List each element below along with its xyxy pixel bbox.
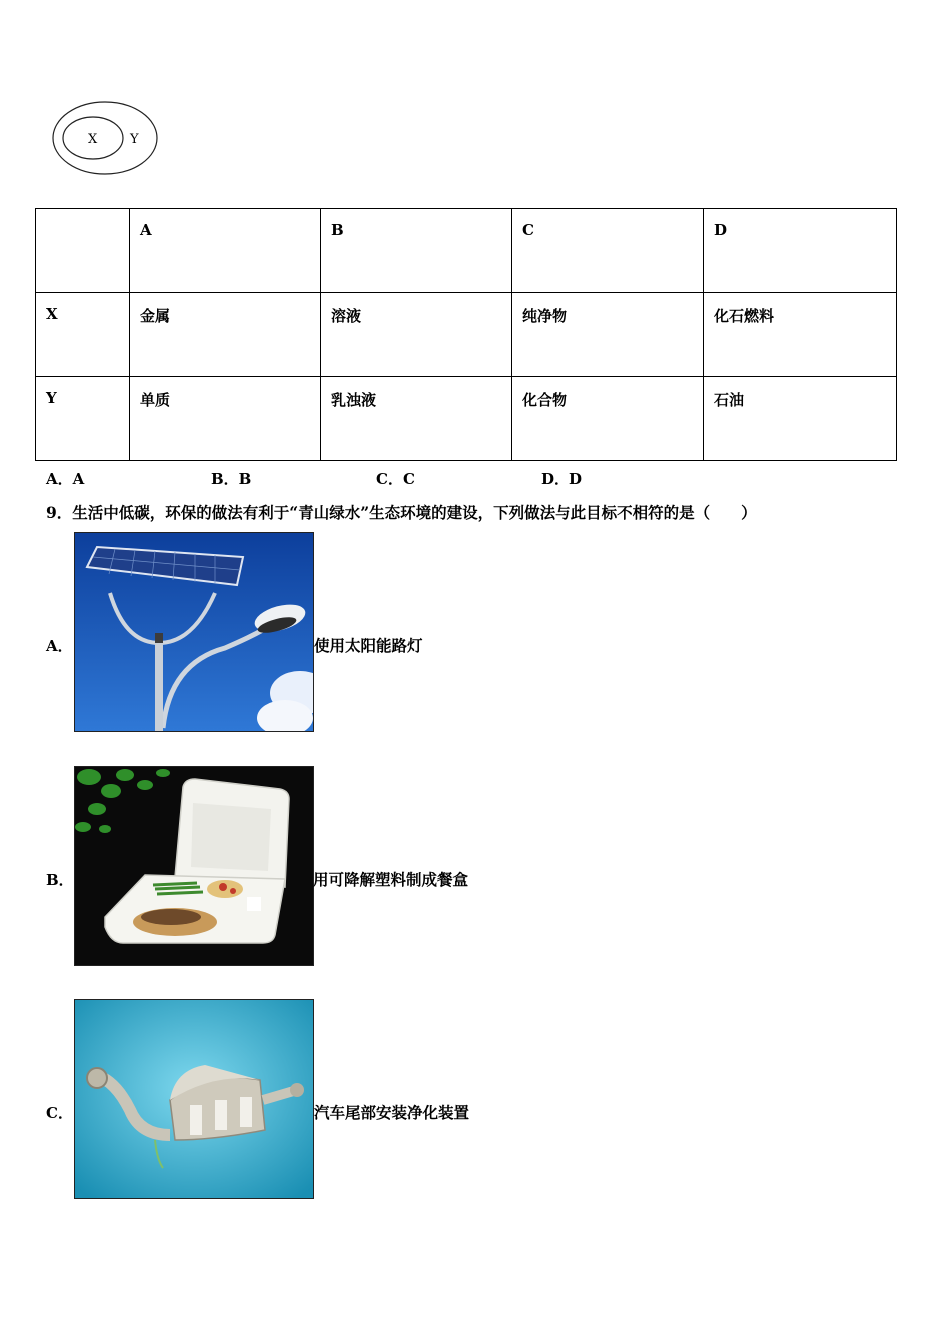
table-row [36,377,897,461]
choice-a[interactable]: A．A [46,470,85,488]
table-cell: 化合物 [512,377,704,461]
option-a-text: 使用太阳能路灯 [314,636,423,655]
table-cell: 溶液 [321,293,512,377]
table-cell: 纯净物 [512,293,704,377]
option-c-text: 汽车尾部安装净化装置 [314,1103,470,1122]
table-cell: C [512,209,704,293]
catalytic-converter-image [74,999,314,1199]
options-table [35,208,897,461]
table-cell: X [36,293,130,377]
table-cell: 单质 [130,377,321,461]
table-row [36,293,897,377]
table-cell: 石油 [704,377,897,461]
option-b-label[interactable]: B． [46,871,74,889]
option-c-label[interactable]: C． [46,1104,73,1122]
table-cell: Y [36,377,130,461]
venn-diagram [50,98,165,178]
table-cell: 金属 [130,293,321,377]
food-container-image [74,766,314,966]
table-cell: 乳浊液 [321,377,512,461]
choice-b[interactable]: B．B [211,470,252,488]
table-cell: 化石燃料 [704,293,897,377]
table-cell [36,209,130,293]
question-9-stem: 9．生活中低碳，环保的做法有利于“青山绿水”生态环境的建设，下列做法与此目标不相符的是（ ） [46,503,757,522]
option-b-text: 用可降解塑料制成餐盒 [313,870,469,889]
option-a-label[interactable]: A． [46,637,73,655]
choice-d[interactable]: D．D [541,470,583,488]
table-header-row [36,209,897,293]
solar-street-light-image [74,532,314,732]
choice-c[interactable]: C．C [376,470,415,488]
venn-outer-label: Y [130,132,139,147]
table-cell: B [321,209,512,293]
table-cell: A [130,209,321,293]
table-cell: D [704,209,897,293]
venn-inner-label: X [88,132,98,147]
